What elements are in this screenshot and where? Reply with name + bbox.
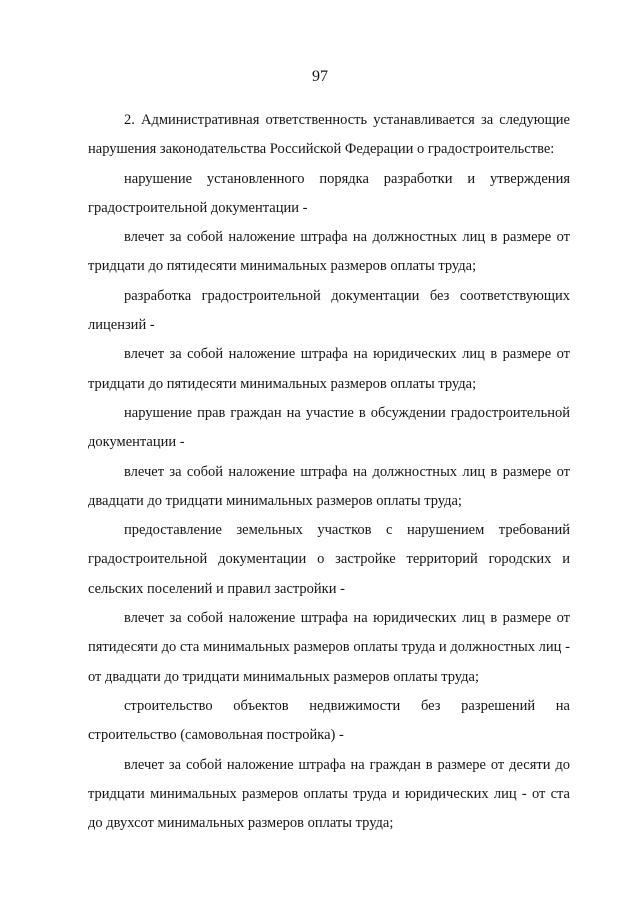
- paragraph-violation-3: нарушение прав граждан на участие в обсуждении градостроительной документации -: [88, 404, 570, 451]
- paragraph-intro: 2. Административная ответственность устанавливается за следующие нарушения законодательства Российской Федерации о градостроительстве:: [88, 112, 570, 158]
- paragraph-penalty-2: влечет за собой наложение штрафа на юридических лиц в размере от тридцати до пятидесяти минимальных размеров оплаты труда;: [88, 346, 570, 392]
- document-body: [88, 106, 570, 838]
- paragraph-violation-4: предоставление земельных участков с нарушением требований градостроительной документации о застройке территорий городских и сельских поселений и правил застройки -: [88, 522, 570, 597]
- paragraph-penalty-5: влечет за собой наложение штрафа на граждан в размере от десяти до тридцати минимальных размеров оплаты труда и юридических лиц - от ста до двухсот минимальных размеров оплаты труда;: [88, 756, 570, 832]
- paragraph-penalty-3: влечет за собой наложение штрафа на должностных лиц в размере от двадцати до тридцати минимальных размеров оплаты труда;: [88, 463, 570, 509]
- paragraph-penalty-4: влечет за собой наложение штрафа на юридических лиц в размере от пятидесяти до ста минимальных размеров оплаты труда и должностных лиц - от двадцати до тридцати минимальных размеров оплаты труда;: [88, 610, 570, 685]
- paragraph-violation-5: строительство объектов недвижимости без разрешений на строительство (самовольная постройка) -: [88, 697, 570, 744]
- paragraph-violation-1: нарушение установленного порядка разработки и утверждения градостроительной документации -: [88, 170, 570, 216]
- paragraph-penalty-1: влечет за собой наложение штрафа на должностных лиц в размере от тридцати до пятидесяти минимальных размеров оплаты труда;: [88, 229, 570, 275]
- paragraph-violation-2: разработка градостроительной документации без соответствующих лицензий -: [88, 287, 570, 334]
- page-number: 97: [312, 68, 328, 85]
